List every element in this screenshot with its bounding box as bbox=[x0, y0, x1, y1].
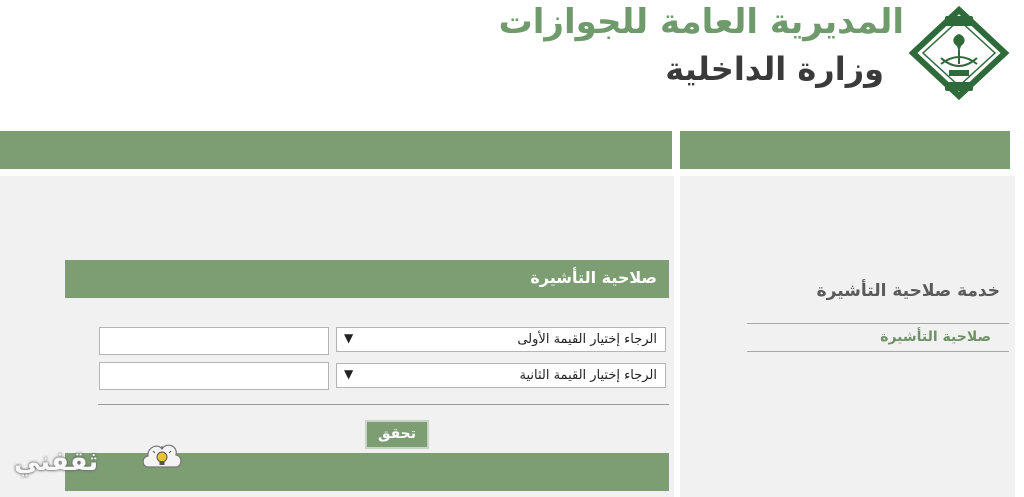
watermark-text: ثقفني bbox=[14, 447, 99, 477]
verify-button[interactable]: تحقق bbox=[365, 420, 429, 449]
first-value-input[interactable] bbox=[99, 327, 329, 355]
dropdown-arrow-icon: ▼ bbox=[344, 367, 354, 381]
side-header-bar bbox=[680, 131, 1010, 169]
form-header bbox=[65, 260, 669, 298]
sidebar-divider bbox=[747, 351, 1009, 352]
sidebar-item-visa-validity[interactable] bbox=[747, 327, 1009, 351]
second-value-select-text: الرجاء إختيار القيمة الثانية bbox=[519, 368, 657, 383]
form-divider bbox=[98, 404, 669, 405]
directorate-title: المديرية العامة للجوازات bbox=[498, 2, 904, 42]
sidebar-title: خدمة صلاحية التأشيرة bbox=[816, 281, 1000, 301]
dropdown-arrow-icon: ▼ bbox=[344, 331, 354, 345]
form-title: صلاحية التأشيرة bbox=[530, 268, 657, 287]
main-header-bar bbox=[0, 131, 672, 169]
ministry-title: وزارة الداخلية bbox=[665, 50, 884, 88]
sidebar-divider bbox=[747, 323, 1009, 324]
saudi-emblem-icon bbox=[905, 6, 1013, 100]
lightbulb-cloud-icon bbox=[140, 437, 184, 479]
first-value-select[interactable] bbox=[336, 327, 666, 352]
sidebar-item-label[interactable]: صلاحية التأشيرة bbox=[880, 329, 991, 345]
first-value-select-text: الرجاء إختيار القيمة الأولى bbox=[517, 332, 657, 347]
second-value-input[interactable] bbox=[99, 362, 329, 390]
second-value-select[interactable] bbox=[336, 363, 666, 388]
